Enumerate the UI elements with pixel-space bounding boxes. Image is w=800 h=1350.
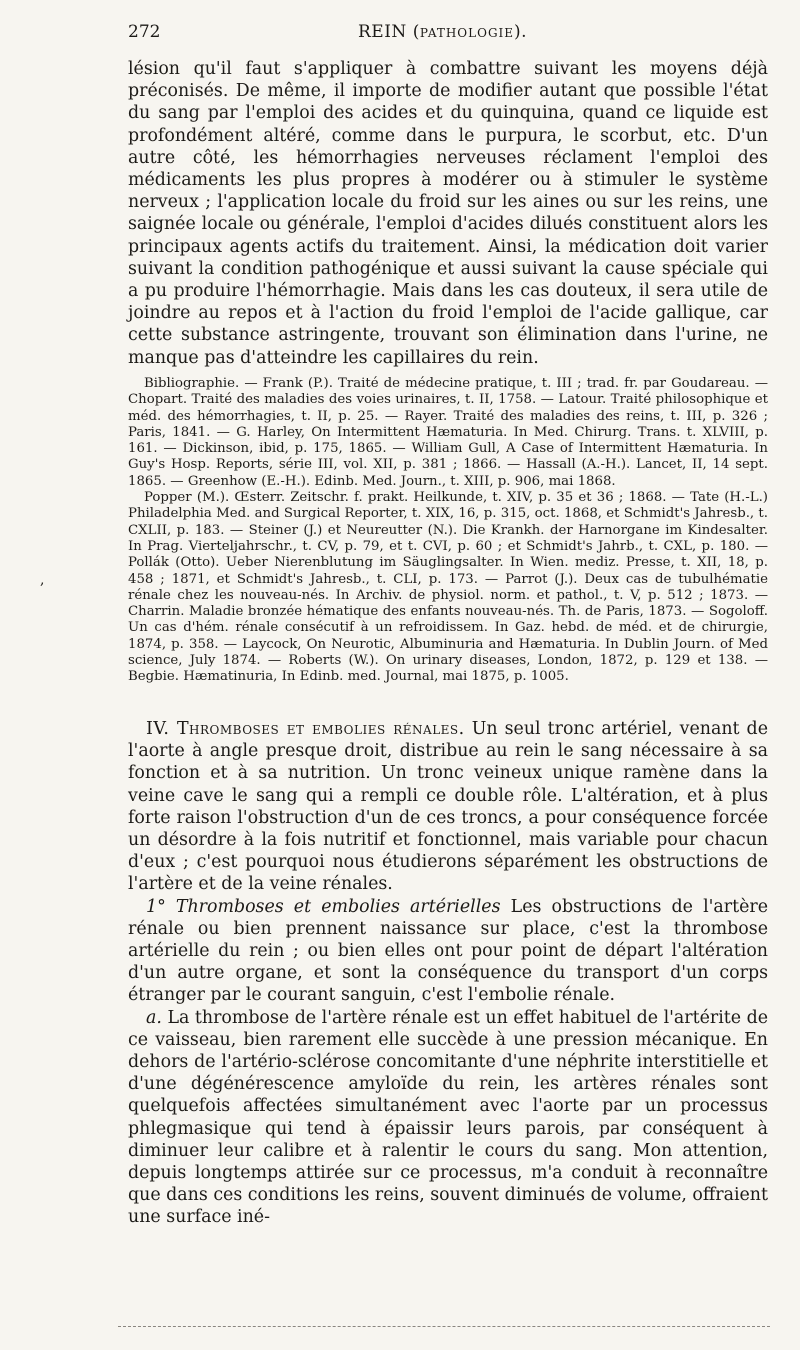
subsection-1-paragraph [128,896,768,1007]
section-iv-paragraph [128,718,768,896]
paragraph-a-label: a. [146,1007,162,1028]
subsection-1-heading: 1° Thromboses et embolies artérielles [146,896,501,917]
running-head-subtitle: PATHOLOGIE [419,26,515,40]
paragraph-a-text: La thrombose de l'artère rénale est un effet habituel de l'artérite de ce vaisseau, bien rarement elle succède à une pression mécanique. En dehors de l'artério-sclérose concomitante d'une néphrite interstitielle et d'une dégénérescence amyloïde du rein, les artères rénales sont quelquefois affectées simultanément avec l'aorte par un processus phlegmasique qui tend à épaissir leurs parois, par conséquent à diminuer leur calibre et à ralentir le cours du sang. Mon attention, depuis longtemps attirée sur ce processus, m'a conduit à reconnaître que dans ces conditions les reins, souvent diminués de volume, offraient une surface iné- [128,1007,769,1228]
subsection-1-text: Les obstructions de l'artère rénale ou bien prennent naissance sur place, c'est la thrombose artérielle du rein ; ou bien elles ont pour point de départ l'altération d'un autre organe, et sont la conséquence du transport d'un corps étranger par le courant sanguin, c'est l'embolie rénale. [128,896,768,1006]
footer-rule [118,1326,770,1327]
margin-mark: , [40,572,45,588]
section-iv-heading: IV. Thromboses et embolies rénales. [146,719,465,739]
section-iv-text: Un seul tronc artériel, venant de l'aorte à angle presque droit, distribue au rein le sang nécessaire à sa fonction et à sa nutrition. Un tronc veineux unique ramène dans la veine cave le sang qui a rempli ce double rôle. L'altération, et à plus forte raison l'obstruction d'un de ces troncs, a pour conséquence forcée un désordre à la fois nutritif et fonctionnel, mais variable pour chacun d'eux ; c'est pourquoi nous étudierons séparément les obstructions de l'artère et de la veine rénales. [128,719,768,895]
bibliography [128,376,768,686]
bibliography-paragraph-2: Popper (M.). Œsterr. Zeitschr. f. prakt. Heilkunde, t. XIV, p. 35 et 36 ; 1868. — Tate (H.-L.) Philadelphia Med. and Surgical Reporter, t. XIX, 16, p. 315, oct. 1868, et Schmidt's Jahresb., t. CXLII, p. 183. — Steiner (J.) et Neureutter (N.). Die Krankh. der Harnorgane im Kindesalter. In Prag. Vierteljahrschr., t. CV, p. 79, et t. CVI, p. 60 ; et Schmidt's Jahrb., t. CXL, p. 180. — Pollák (Otto). Ueber Nierenblutung im Säuglingsalter. In Wien. mediz. Presse, t. XII, 18, p. 458 ; 1871, et Schmidt's Jahresb., t. CLI, p. 173. — Parrot (J.). Deux cas de tubulhématie rénale chez les nouveau-nés. In Archiv. de physiol. norm. et pathol., t. V, p. 512 ; 1873. — Charrin. Maladie bronzée hématique des enfants nouveau-nés. Th. de Paris, 1873. — Sogoloff. Un cas d'hém. rénale consécutif à un refroidissem. In Gaz. hebd. de méd. et de chirurgie, 1874, p. 358. — Laycock, On Neurotic, Albuminuria and Hæmaturia. In Dublin Journ. of Med science, July 1874. — Roberts (W.). On urinary diseases, London, 1872, p. 129 et 138. — Begbie. Hæmatinuria, In Edinb. med. Journal, mai 1875, p. 1005. [128,490,768,685]
paragraph-a [128,1007,768,1229]
bibliography-paragraph-1: Bibliographie. — Frank (P.). Traité de médecine pratique, t. III ; trad. fr. par Goudareau. — Chopart. Traité des maladies des voies urinaires, t. II, 1758. — Latour. Traité philosophique et méd. des hémorrhagies, t. II, p. 25. — Rayer. Traité des maladies des reins, t. III, p. 326 ; Paris, 1841. — G. Harley, On Intermittent Hæmaturia. In Med. Chirurg. Trans. t. XLVIII, p. 161. — Dickinson, ibid, p. 175, 1865. — William Gull, A Case of Intermittent Hæmaturia. In Guy's Hosp. Reports, série III, vol. XII, p. 381 ; 1866. — Hassall (A.-H.). Lancet, II, 14 sept. 1865. — Greenhow (E.-H.). Edinb. Med. Journ., t. XIII, p. 906, mai 1868. [128,376,768,489]
intro-paragraph: lésion qu'il faut s'appliquer à combattre suivant les moyens déjà préconisés. De même, il importe de modifier autant que possible l'état du sang par l'emploi des acides et du quinquina, quand ce liquide est profondément altéré, comme dans le purpura, le scorbut, etc. D'un autre côté, les hémorrhagies nerveuses réclament l'emploi des médicaments les plus propres à modérer ou à stimuler le système nerveux ; l'application locale du froid sur les aines ou sur les reins, une saignée locale ou générale, l'emploi d'acides dilués constituent alors les principaux agents actifs du traitement. Ainsi, la médication doit varier suivant la condition pathogénique et aussi suivant la cause spéciale qui a pu produire l'hémorrhagie. Mais dans les cas douteux, il sera utile de joindre au repos et à l'action du froid l'emploi de l'acide gallique, car cette substance astringente, trouvant son élimination dans l'urine, ne manque pas d'atteindre les capillaires du rein. [128,59,768,368]
section-iv [128,718,768,1229]
page-number: 272 [128,22,161,42]
running-head-title: REIN [358,22,407,42]
intro-block [128,58,768,369]
running-head: REIN (PATHOLOGIE). [358,22,528,42]
page-header [128,22,760,52]
